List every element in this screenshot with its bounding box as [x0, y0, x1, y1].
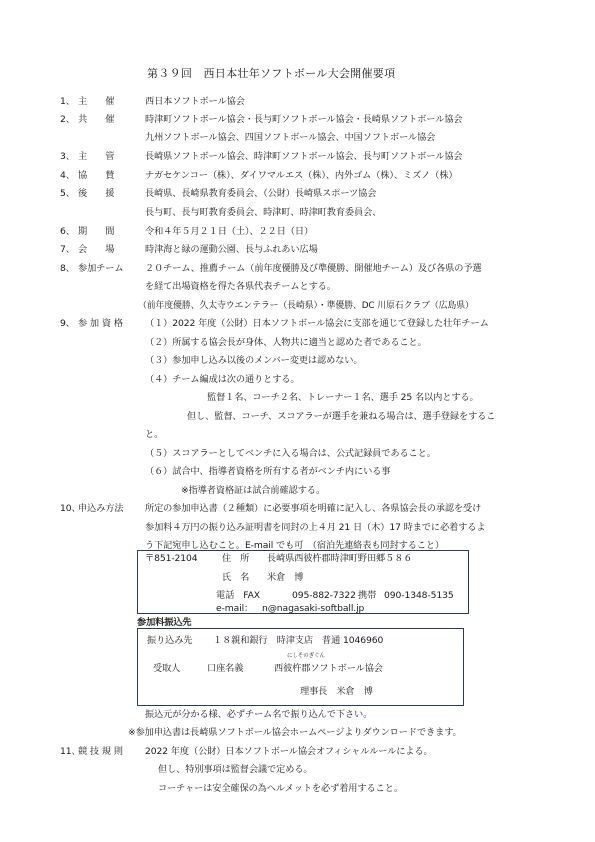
account-label: 口座名義: [207, 663, 244, 674]
section-number: 1、: [60, 96, 75, 107]
section-label: 参 加 資 格: [78, 318, 123, 329]
section-label: 申込み方法: [78, 503, 124, 514]
section-label: 参加チーム: [78, 263, 124, 274]
ruby-reading: にしそのぎぐん: [287, 653, 325, 659]
section-text: 但し、特別事項は監督会議で定める。: [158, 764, 313, 775]
section-label: 競 技 規 則: [78, 746, 123, 757]
section-number: 10、: [60, 503, 81, 514]
section-text: と。: [145, 429, 164, 440]
section-number: 9、: [60, 318, 75, 329]
section-text: ナガセケンコー（株）、ダイワマルエス（株）、内外ゴム（株）、ミズノ（株）: [145, 170, 458, 181]
section-number: 5、: [60, 188, 75, 199]
section-text: ２０チーム、推薦チーム（前年度優勝及び準優勝、開催地チーム）及び各県の予選: [145, 263, 482, 274]
account-name: 西彼杵郡ソフトボール協会: [274, 663, 383, 674]
section-text: を経て出場資格を得た各県代表チームとする。: [145, 281, 336, 292]
section-text: （前年度優勝、久太寺ウエンテラー（長崎県）・準優勝、DC 川原石クラブ（広島県）: [138, 301, 474, 311]
section-text: （４）チーム編成は次の通りとする。: [145, 374, 300, 385]
section-text: 時津海と緑の運動公園、長与ふれあい広場: [145, 244, 318, 255]
phone-number: 095-882-7322: [292, 590, 356, 601]
section-number: 6、: [60, 226, 75, 237]
section-text: （１）2022 年度（公財）日本ソフトボール協会に支部を通じて登録した壮年チーム: [145, 318, 489, 329]
section-label: 主 催: [78, 96, 115, 107]
email-address: n@nagasaki-softball.jp: [262, 603, 365, 614]
section-text: 但し、監督、コーチ、スコアラーが選手を兼ねる場合は、選手登録をするこ: [187, 411, 496, 422]
section-text: 令和４年５月２１日（土）、２２日（日）: [145, 226, 314, 237]
section-text: 長崎県、長崎県教育委員会、（公財）長崎県スポーツ協会: [145, 188, 377, 199]
section-text: （５）スコアラーとしてベンチに入る場合は、公式記録員であること。: [145, 448, 436, 459]
address: 長崎県西彼杵郡時津町野田郷５８６: [267, 553, 413, 564]
bank-label: 振り込み先: [147, 635, 193, 646]
section-text: 九州ソフトボール協会、四国ソフトボール協会、中国ソフトボール協会: [145, 132, 436, 143]
section-text: 2022 年度（公財）日本ソフトボール協会オフィシャルルールによる。: [145, 746, 433, 757]
section-text: 監督１名、コーチ２名、トレーナー１名、選手 25 名以内とする。: [207, 392, 479, 403]
section-text: 所定の参加申込書（２種類）に必要事項を明確に記入し、各県協会長の承認を受け: [145, 503, 482, 514]
section-number: 11、: [60, 746, 81, 757]
section-text: （３）参加申し込み以後のメンバー変更は認めない。: [145, 355, 363, 366]
section-text: 参加料４万円の振り込み証明書を同封の上４月 21 日（木）17 時までに必着するよ: [145, 522, 486, 533]
section-number: 8、: [60, 263, 75, 274]
section-label: 後 援: [78, 188, 115, 199]
section-number: 2、: [60, 114, 75, 125]
section-text: （２）所属する協会長が身体、人物共に適当と認めた者であること。: [145, 337, 427, 348]
section-label: 協 賛: [78, 170, 115, 181]
page-title: 第３９回 西日本壮年ソフトボール大会開催要項: [147, 67, 396, 80]
section-label: 期 間: [78, 226, 115, 237]
postal-code: 〒851-2104: [145, 553, 198, 564]
mobile-label: 携帯: [358, 590, 377, 601]
payment-heading: 参加料振込先: [137, 617, 192, 628]
section-label: 共 催: [78, 114, 115, 125]
phone-label: 電話 FAX: [216, 590, 260, 601]
section-text: 長崎県ソフトボール協会、時津町ソフトボール協会、長与町ソフトボール協会: [145, 151, 463, 162]
name-label: 氏 名: [222, 572, 250, 583]
email-label: e-mail：: [216, 603, 254, 614]
section-text: 西日本ソフトボール協会: [145, 96, 245, 107]
mobile-number: 090-1348-5135: [384, 590, 454, 601]
section-text: 時津町ソフトボール協会・長与町ソフトボール協会・長崎県ソフトボール協会: [145, 114, 463, 125]
section-number: 7、: [60, 244, 75, 255]
section-text: う下記宛申し込むこと。E-mail でも可 （宿泊先連絡表も同封すること）: [145, 540, 445, 551]
address-label: 住 所: [222, 553, 250, 564]
download-note: ※参加申込書は長崎県ソフトボール協会ホームページよりダウンロードできます。: [128, 727, 462, 738]
section-label: 会 場: [78, 244, 115, 255]
section-number: 4、: [60, 170, 75, 181]
section-text: （６）試合中、指導者資格を所有する者がベンチ内にいる事: [145, 466, 391, 477]
section-text: 長与町、長与町教育委員会、時津町、時津町教育委員会、: [145, 207, 382, 218]
section-text: コーチャーは安全確保の為ヘルメットを必ず着用すること。: [158, 783, 403, 794]
remit-note: 振込元が分かる様、必ずチーム名で振り込んで下さい。: [145, 709, 373, 720]
section-text: ※指導者資格証は試合前確認する。: [181, 485, 325, 496]
bank-info: １８親和銀行 時津支店 普通 1046960: [213, 635, 384, 646]
section-label: 主 管: [78, 151, 115, 162]
payee-label: 受取人: [153, 663, 181, 674]
contact-name: 米倉 博: [267, 572, 304, 583]
section-number: 3、: [60, 151, 75, 162]
director: 理事長 米倉 博: [300, 686, 373, 697]
